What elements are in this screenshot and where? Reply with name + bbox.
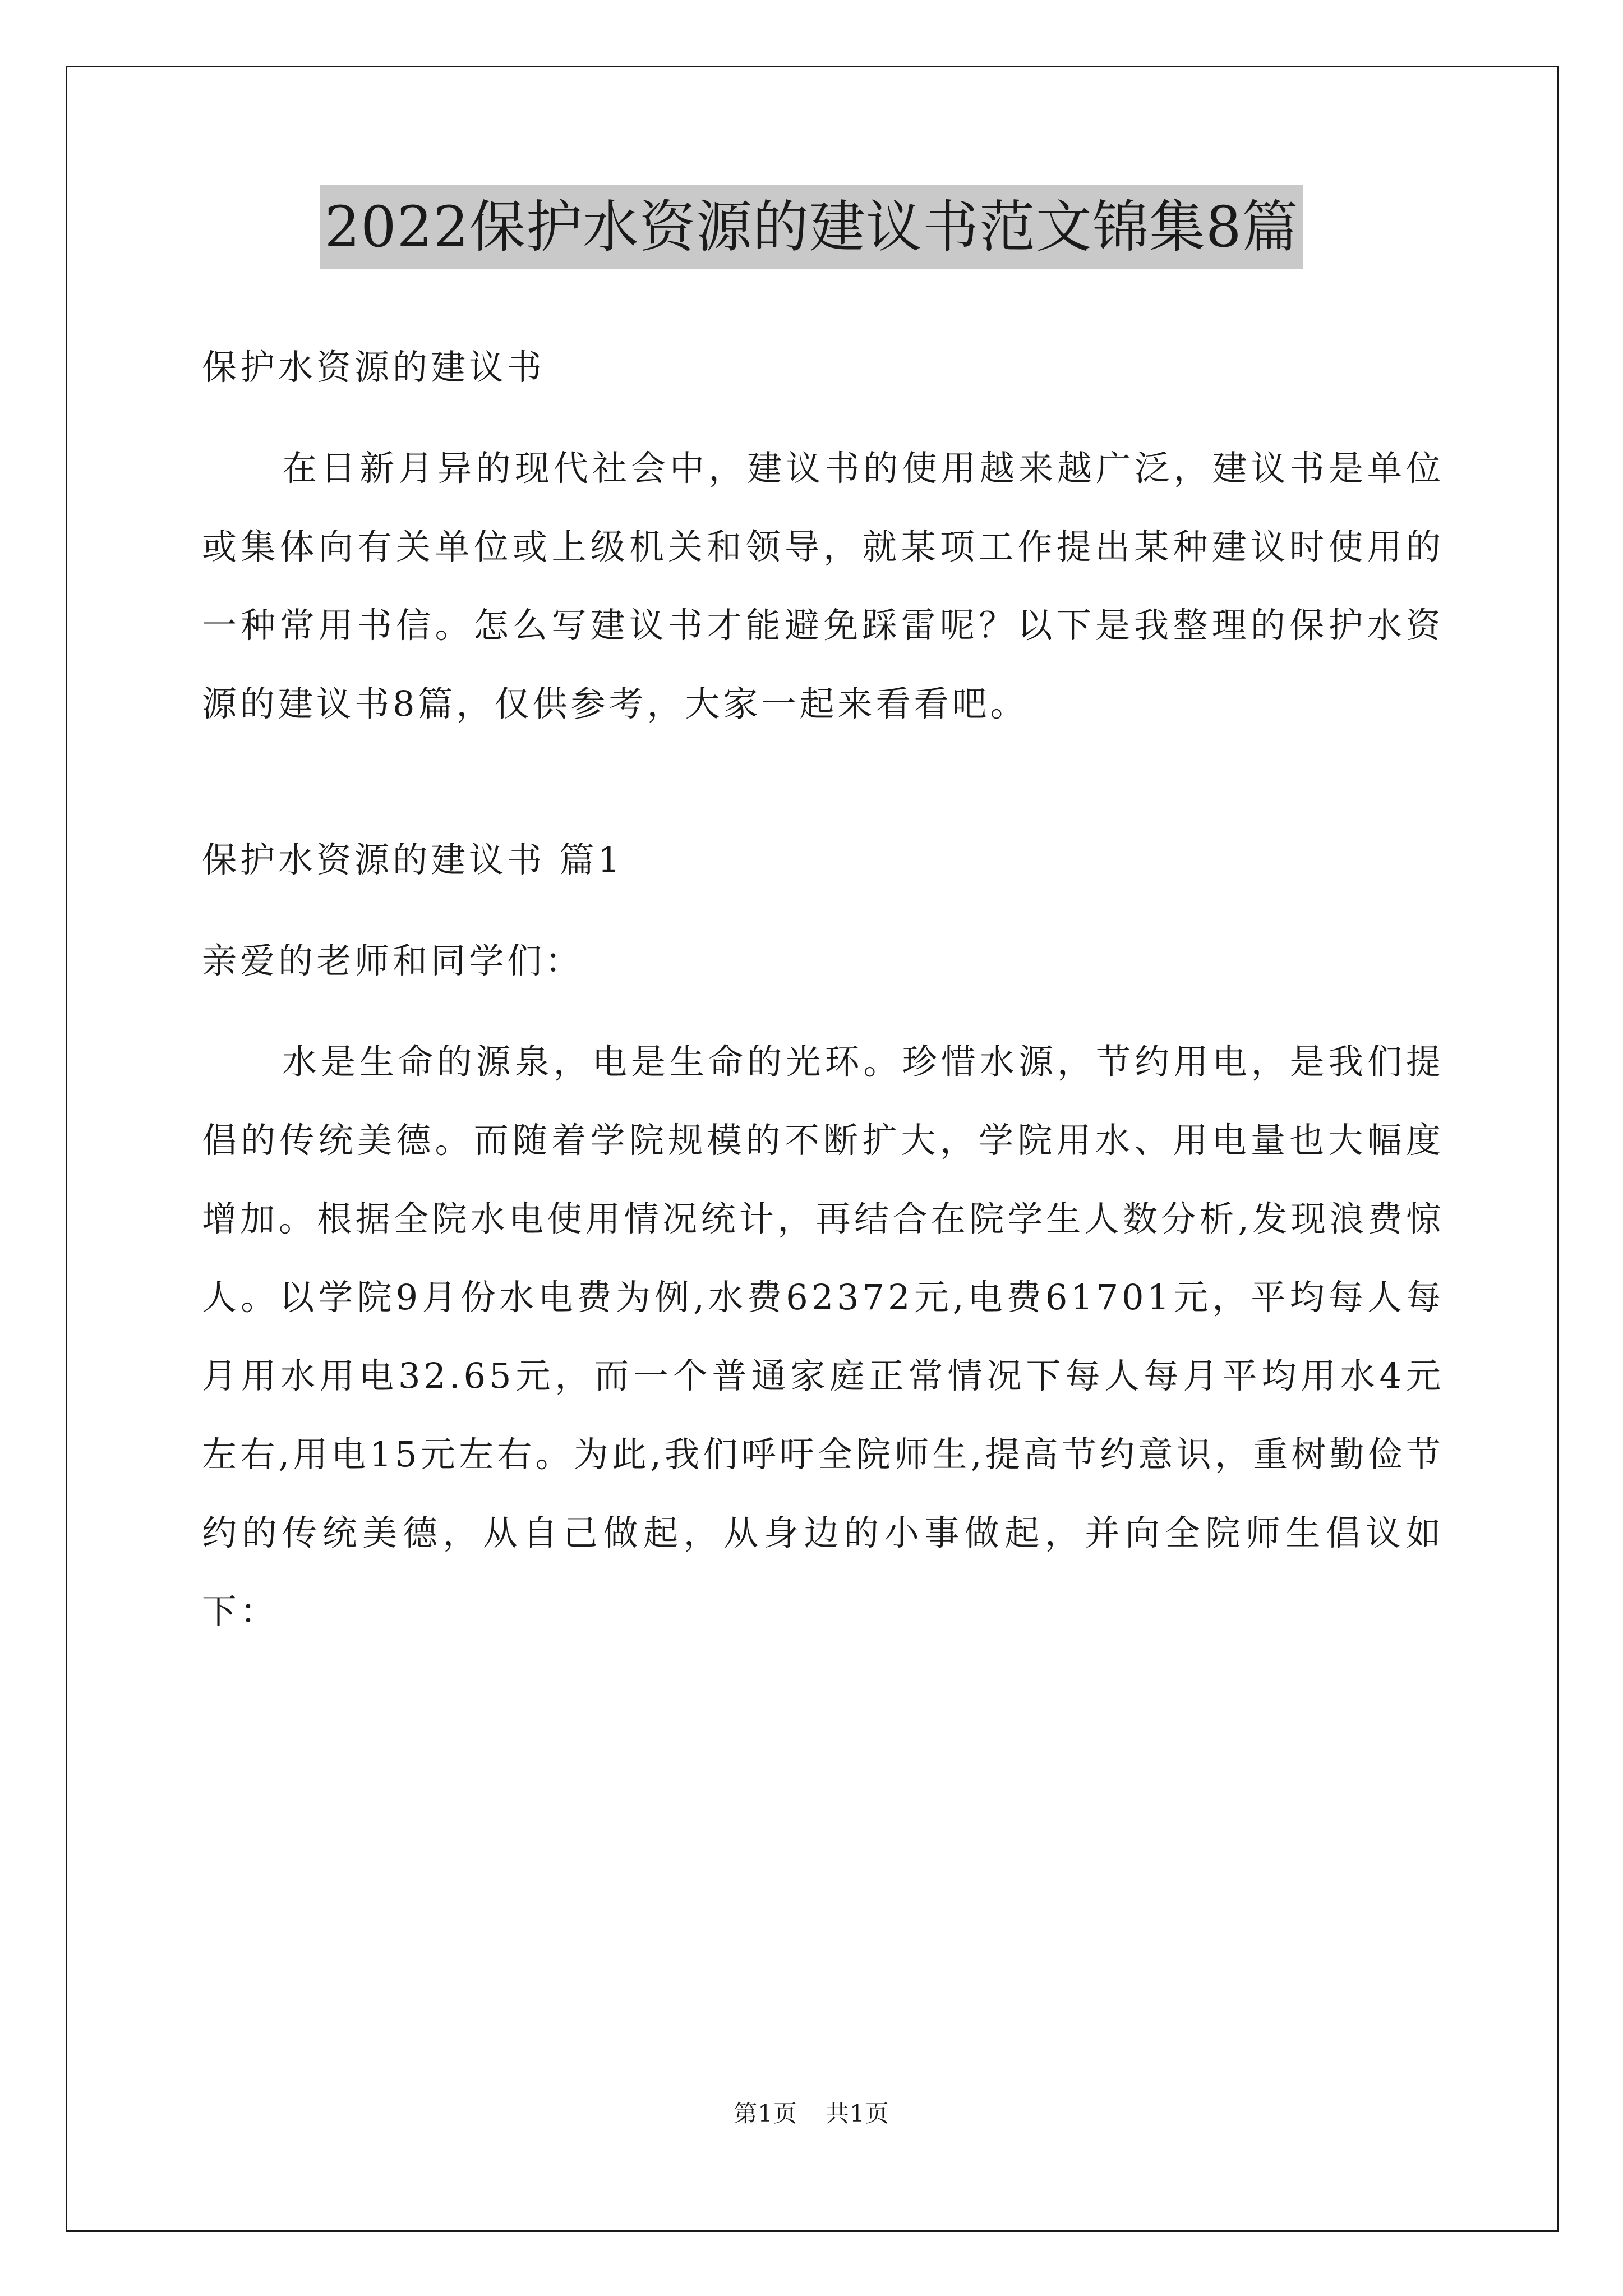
title-container [0,185,1623,269]
page-total: 共1页 [826,2100,889,2127]
page-number: 第1页 [734,2100,797,2127]
salutation: 亲爱的老师和同学们： [202,940,584,981]
intro-heading: 保护水资源的建议书 [202,347,546,388]
spacer [202,1000,1444,1023]
page-footer [0,2097,1623,2131]
body-paragraph: 水是生命的源泉，电是生命的光环。珍惜水源，节约用电，是我们提倡的传统美德。而随着学院规模的不断扩大，学院用水、用电量也大幅度增加。根据全院水电使用情况统计，再结合在院学生人数分析,发现浪费惊人。以学院9月份水电费为例,水费62372元,电费61701元，平均每人每月用水用电32.65元，而一个普通家庭正常情况下每人每月平均用水4元左右,用电15元左右。为此,我们呼吁全院师生,提高节约意识，重树勤俭节约的传统美德，从自己做起，从身边的小事做起，并向全院师生倡议如下： [202,1041,1444,1632]
spacer [202,899,1444,922]
section-heading: 保护水资源的建议书 篇1 [202,839,624,880]
spacer [202,407,1444,429]
document-title: 2022保护水资源的建议书范文锦集8篇 [320,185,1303,269]
intro-paragraph: 在日新月异的现代社会中，建议书的使用越来越广泛，建议书是单位或集体向有关单位或上级机关和领导，就某项工作提出某种建议时使用的一种常用书信。怎么写建议书才能避免踩雷呢？以下是我整理的保护水资源的建议书8篇，仅供参考，大家一起来看看吧。 [202,448,1444,724]
document-body [202,328,1444,1651]
spacer [202,743,1444,821]
